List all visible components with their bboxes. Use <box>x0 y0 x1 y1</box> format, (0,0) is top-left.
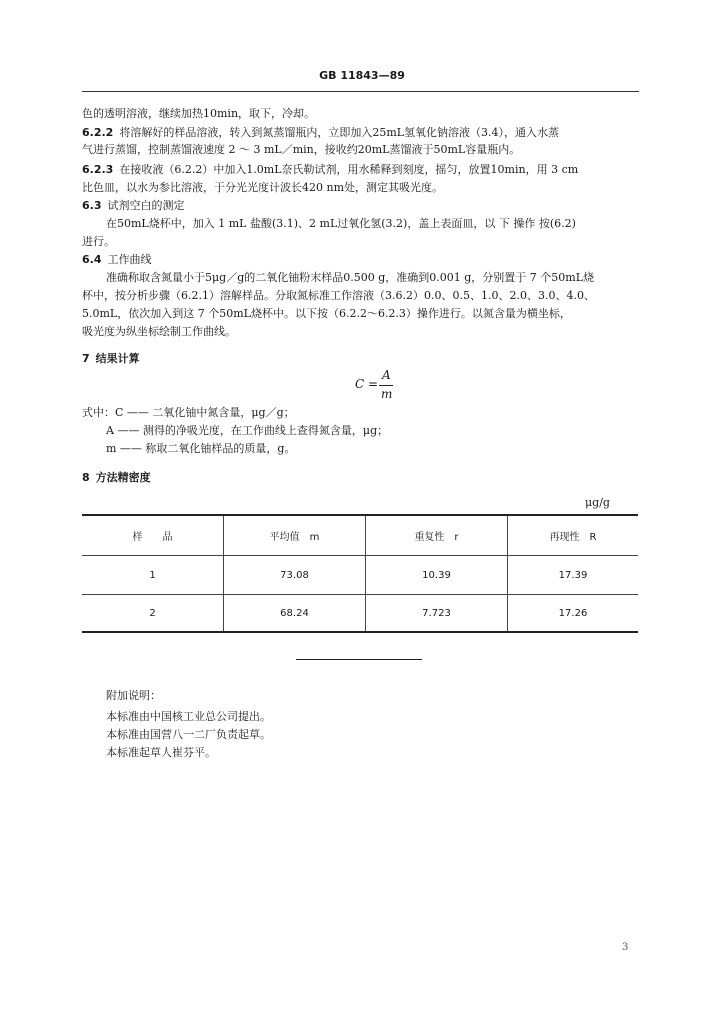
result-formula <box>355 368 415 402</box>
note-line: 本标准由中国核工业总公司提出。 <box>106 710 271 723</box>
paragraph-line: 气进行蒸馏，控制蒸馏液速度 2 ～ 3 mL／min，接收约20mL蒸馏液于50mL容量瓶内。 <box>82 143 521 156</box>
formula-numerator: A <box>382 368 391 382</box>
section-6-2-3-line <box>82 163 642 177</box>
section-title: 工作曲线 <box>107 253 152 266</box>
note-line: 本标准起草人崔芬平。 <box>106 746 216 759</box>
cell-sample: 1 <box>82 556 224 595</box>
cell-sample: 2 <box>82 595 224 633</box>
formula-lhs: C <box>355 377 365 391</box>
section-8-heading <box>82 471 642 485</box>
header-mean: 平均值 m <box>224 515 366 556</box>
cell-repeatability: 10.39 <box>366 556 508 595</box>
cell-repeatability: 7.723 <box>366 595 508 633</box>
notes-title: 附加说明： <box>106 689 161 702</box>
paragraph-line: 在50mL烧杯中，加入 1 mL 盐酸(3.1)、2 mL过氧化氢(3.2)，盖上表面皿，以 下 操作 按(6.2) <box>106 217 576 230</box>
section-number: 6.2.3 <box>82 163 114 176</box>
formula-equals: = <box>368 377 379 391</box>
section-title: 结果计算 <box>95 352 140 365</box>
formula-denominator: m <box>381 387 393 401</box>
section-6-4-heading <box>82 253 642 267</box>
section-6-2-2-line <box>82 126 642 140</box>
paragraph-line: 吸光度为纵坐标绘制工作曲线。 <box>82 325 236 338</box>
section-text: 将溶解好的样品溶液，转入到氮蒸馏瓶内，立即加入25mL氢氧化钠溶液（3.4），通入水蒸 <box>119 126 560 139</box>
section-text: 在接收液（6.2.2）中加入1.0mL奈氏勒试剂，用水稀释到刻度，摇匀，放置10min，用 3 cm <box>119 163 579 176</box>
section-6-3-heading <box>82 199 642 213</box>
formula-where-line: 式中：C —— 二氧化铀中氮含量，μg／g； <box>82 406 295 419</box>
paragraph-line: 杯中，按分析步骤（6.2.1）溶解样品。分取氮标准工作溶液（3.6.2）0.0、0.5、1.0、2.0、3.0、4.0、 <box>82 289 595 302</box>
table-header-row <box>82 515 638 556</box>
section-number: 8 <box>82 471 90 484</box>
table-row <box>82 556 638 595</box>
table-unit: μg/g <box>585 496 610 509</box>
standard-number-header: GB 11843—89 <box>319 69 405 82</box>
precision-table <box>82 514 638 633</box>
formula-where-line: m —— 称取二氧化铀样品的质量，g。 <box>106 442 296 455</box>
section-number: 6.2.2 <box>82 126 114 139</box>
paragraph-line: 比色皿，以水为参比溶液，于分光光度计波长420 nm处，测定其吸光度。 <box>82 181 444 194</box>
page-number: 3 <box>622 942 629 953</box>
paragraph-line: 5.0mL，依次加入到这 7 个50mL烧杯中。以下按（6.2.2～6.2.3）操作进行。以氮含量为横坐标， <box>82 307 571 320</box>
section-7-heading <box>82 352 642 366</box>
section-number: 6.4 <box>82 253 102 266</box>
formula-where-line: A —— 测得的净吸光度，在工作曲线上查得氮含量，μg； <box>106 424 389 437</box>
paragraph-line: 色的透明溶液，继续加热10min，取下，冷却。 <box>82 107 316 120</box>
section-title: 方法精密度 <box>95 471 151 484</box>
cell-reproducibility: 17.26 <box>508 595 639 633</box>
header-reproducibility: 再现性 R <box>508 515 639 556</box>
cell-mean: 68.24 <box>224 595 366 633</box>
end-divider <box>296 659 422 660</box>
section-number: 6.3 <box>82 199 102 212</box>
cell-reproducibility: 17.39 <box>508 556 639 595</box>
table-row <box>82 595 638 633</box>
paragraph-line: 准确称取含氮量小于5μg／g的二氧化铀粉末样品0.500 g，准确到0.001 g，分别置于 7 个50mL烧 <box>106 271 595 284</box>
fraction-bar <box>379 385 393 386</box>
note-line: 本标准由国营八一二厂负责起草。 <box>106 728 271 741</box>
section-title: 试剂空白的测定 <box>107 199 185 212</box>
header-repeatability: 重复性 r <box>366 515 508 556</box>
section-number: 7 <box>82 352 90 365</box>
header-rule <box>82 91 639 92</box>
header-sample: 样 品 <box>82 515 224 556</box>
cell-mean: 73.08 <box>224 556 366 595</box>
paragraph-line: 进行。 <box>82 235 115 248</box>
